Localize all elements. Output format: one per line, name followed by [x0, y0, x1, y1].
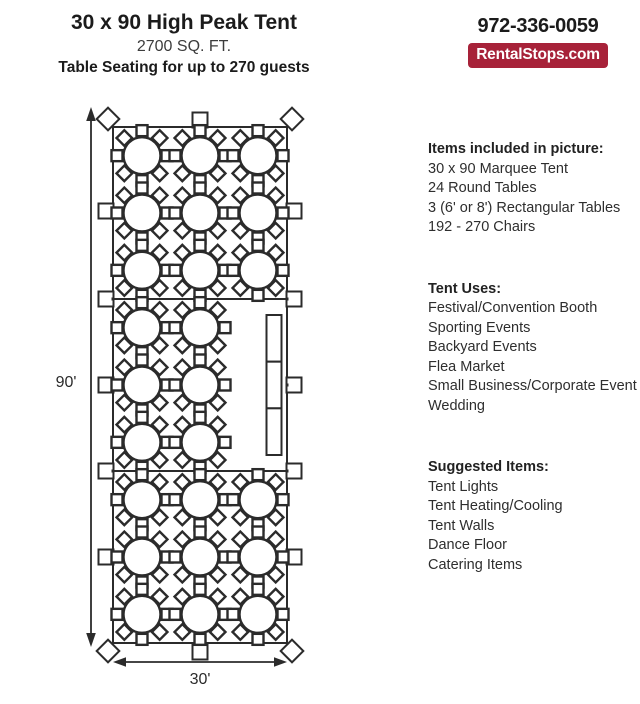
- chair: [278, 208, 289, 219]
- round-table: [170, 584, 231, 645]
- chair: [112, 322, 123, 333]
- round-table: [112, 183, 173, 244]
- list-item: 192 - 270 Chairs: [428, 219, 536, 235]
- round-table: [112, 469, 173, 530]
- chair: [253, 125, 264, 136]
- chair: [195, 527, 206, 538]
- chair: [220, 380, 231, 391]
- chair: [170, 265, 181, 276]
- list-item: Tent Lights: [428, 478, 499, 495]
- suggested-items-heading: Suggested Items:: [428, 459, 549, 475]
- tent-pole-square: [99, 292, 114, 307]
- table-top: [240, 596, 277, 633]
- table-top: [124, 252, 161, 289]
- chair: [228, 552, 239, 563]
- table-top: [240, 137, 277, 174]
- table-top: [240, 195, 277, 232]
- arrowhead-right: [274, 657, 287, 667]
- tent-pole-square: [287, 464, 302, 479]
- chair: [253, 469, 264, 480]
- chair: [195, 469, 206, 480]
- round-table: [228, 527, 289, 588]
- width-dimension-label: 30': [189, 671, 211, 688]
- chair: [253, 290, 264, 301]
- round-table: [112, 584, 173, 645]
- chair: [137, 355, 148, 366]
- pole-tick: [286, 384, 289, 387]
- table-top: [182, 137, 219, 174]
- table-top: [182, 424, 219, 461]
- chair: [137, 412, 148, 423]
- table-top: [182, 596, 219, 633]
- round-table: [228, 125, 289, 186]
- table-top: [182, 252, 219, 289]
- rect-table: [267, 408, 282, 455]
- list-item: Small Business/Corporate Event: [428, 378, 637, 394]
- table-top: [240, 539, 277, 576]
- round-table: [170, 412, 231, 473]
- chair: [253, 183, 264, 194]
- rect-table: [267, 315, 282, 362]
- chair: [253, 634, 264, 645]
- page-title: 30 x 90 High Peak Tent: [70, 11, 298, 34]
- round-table: [112, 527, 173, 588]
- chair: [137, 297, 148, 308]
- chair: [195, 125, 206, 136]
- table-top: [124, 539, 161, 576]
- chair: [278, 150, 289, 161]
- chair: [170, 208, 181, 219]
- pole-tick: [112, 470, 115, 473]
- tent-pole-square: [99, 464, 114, 479]
- chair: [112, 380, 123, 391]
- table-top: [182, 309, 219, 346]
- chair: [112, 208, 123, 219]
- chair: [170, 380, 181, 391]
- tent-pole-square: [287, 378, 302, 393]
- list-item: Wedding: [428, 397, 485, 414]
- chair: [228, 265, 239, 276]
- list-item: Festival/Convention Booth: [428, 300, 598, 316]
- list-item: Tent Heating/Cooling: [428, 498, 563, 514]
- table-top: [182, 195, 219, 232]
- round-table: [112, 297, 173, 358]
- chair: [228, 494, 239, 505]
- chair: [112, 494, 123, 505]
- arrowhead-down: [86, 633, 96, 647]
- list-item: 24 Round Tables: [428, 180, 537, 196]
- table-top: [124, 481, 161, 518]
- round-table: [170, 125, 231, 186]
- round-table: [112, 125, 173, 186]
- chair: [195, 183, 206, 194]
- chair: [195, 412, 206, 423]
- round-table: [228, 183, 289, 244]
- seating-tagline: Table Seating for up to 270 guests: [58, 59, 310, 76]
- list-item: Dance Floor: [428, 537, 507, 553]
- table-top: [124, 424, 161, 461]
- chair: [253, 527, 264, 538]
- chair: [278, 552, 289, 563]
- chair: [228, 150, 239, 161]
- chair: [228, 208, 239, 219]
- chair: [112, 437, 123, 448]
- items-included-section: [428, 140, 638, 238]
- chair: [112, 552, 123, 563]
- chair: [170, 494, 181, 505]
- table-top: [240, 481, 277, 518]
- chair: [278, 609, 289, 620]
- list-item: Catering Items: [428, 556, 523, 573]
- round-table: [112, 240, 173, 301]
- chair: [170, 150, 181, 161]
- list-item: Backyard Events: [428, 339, 537, 355]
- rect-table: [267, 362, 282, 409]
- chair: [112, 265, 123, 276]
- round-table: [228, 240, 289, 301]
- round-table: [170, 240, 231, 301]
- chair: [137, 240, 148, 251]
- phone-number: 972-336-0059: [477, 15, 599, 37]
- chair: [170, 322, 181, 333]
- items-included-heading: Items included in picture:: [428, 141, 604, 157]
- chair: [170, 437, 181, 448]
- round-table: [170, 297, 231, 358]
- round-table: [112, 412, 173, 473]
- chair: [137, 527, 148, 538]
- chair: [220, 322, 231, 333]
- chair: [195, 584, 206, 595]
- list-item: Flea Market: [428, 358, 505, 375]
- table-top: [124, 195, 161, 232]
- chair: [137, 469, 148, 480]
- table-top: [240, 252, 277, 289]
- tent-pole-square: [193, 645, 208, 660]
- chair: [253, 240, 264, 251]
- round-table: [170, 355, 231, 416]
- chair: [278, 265, 289, 276]
- chair: [170, 609, 181, 620]
- table-top: [182, 539, 219, 576]
- chair: [195, 355, 206, 366]
- list-item: Sporting Events: [428, 319, 531, 336]
- suggested-items-section: [428, 458, 638, 575]
- chair: [195, 240, 206, 251]
- square-footage-subtitle: 2700 SQ. FT.: [136, 38, 232, 55]
- list-item: 30 x 90 Marquee Tent: [428, 160, 568, 177]
- chair: [137, 125, 148, 136]
- arrowhead-left: [113, 657, 126, 667]
- pole-tick: [286, 470, 289, 473]
- table-top: [124, 137, 161, 174]
- round-table: [170, 469, 231, 530]
- chair: [278, 494, 289, 505]
- chair: [112, 609, 123, 620]
- chair: [137, 584, 148, 595]
- round-table: [170, 527, 231, 588]
- chair: [195, 297, 206, 308]
- list-item: Tent Walls: [428, 517, 495, 534]
- chair: [195, 634, 206, 645]
- tent-pole-square: [287, 292, 302, 307]
- brand-logo: RentalStops.com: [468, 43, 608, 68]
- table-top: [124, 367, 161, 404]
- arrowhead-up: [86, 107, 96, 121]
- tent-uses-section: [428, 280, 638, 417]
- info-column: [428, 140, 638, 575]
- round-table: [228, 469, 289, 530]
- pole-tick: [286, 298, 289, 301]
- chair: [220, 437, 231, 448]
- chair: [137, 183, 148, 194]
- table-top: [124, 596, 161, 633]
- chair: [170, 552, 181, 563]
- round-table: [112, 355, 173, 416]
- tent-uses-heading: Tent Uses:: [428, 280, 502, 297]
- table-top: [124, 309, 161, 346]
- pole-tick: [112, 298, 115, 301]
- round-table: [228, 584, 289, 645]
- chair: [112, 150, 123, 161]
- list-item: 3 (6' or 8') Rectangular Tables: [428, 199, 621, 216]
- chair: [253, 584, 264, 595]
- table-top: [182, 367, 219, 404]
- chair: [137, 634, 148, 645]
- table-top: [182, 481, 219, 518]
- chair: [228, 609, 239, 620]
- height-dimension-label: 90': [55, 374, 77, 391]
- round-table: [170, 183, 231, 244]
